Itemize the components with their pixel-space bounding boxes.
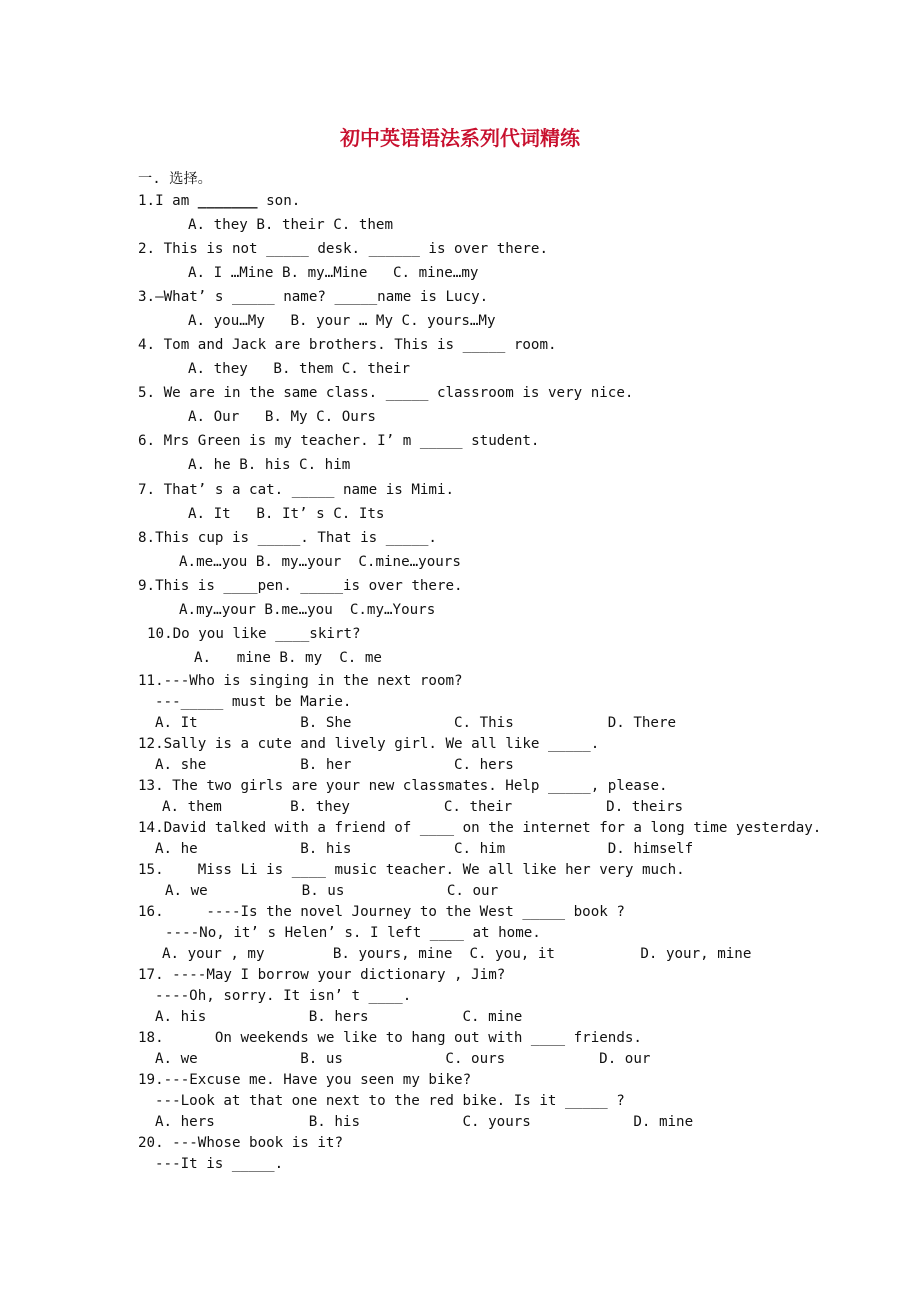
- question-1-options: A. they B. their C. them: [188, 217, 393, 233]
- question-9-options: A.my…your B.me…you C.my…Yours: [179, 602, 436, 618]
- question-13: 13. The two girls are your new classmates. Help _____, please.: [138, 778, 668, 794]
- section-heading: 一. 选择。: [138, 171, 212, 187]
- question-2: 2. This is not _____ desk. ______ is over there.: [138, 241, 548, 257]
- question-14-options: A. he B. his C. him D. himself: [155, 841, 694, 857]
- question-3: 3.—What’ s _____ name? _____name is Lucy.: [138, 289, 489, 305]
- question-9: 9.This is ____pen. _____is over there.: [138, 578, 463, 594]
- question-20-reply: ---It is _____.: [155, 1156, 284, 1172]
- question-10-options: A. mine B. my C. me: [194, 650, 382, 666]
- question-11-reply: ---_____ must be Marie.: [155, 694, 352, 710]
- question-18-options: A. we B. us C. ours D. our: [155, 1051, 651, 1067]
- question-7-options: A. It B. It’ s C. Its: [188, 506, 385, 522]
- question-8-options: A.me…you B. my…your C.mine…yours: [179, 554, 461, 570]
- page-title: 初中英语语法系列代词精练: [340, 126, 580, 150]
- question-1: [138, 192, 300, 210]
- question-11: 11.---Who is singing in the next room?: [138, 673, 463, 689]
- question-12-options: A. she B. her C. hers: [155, 757, 514, 773]
- question-15: 15. Miss Li is ____ music teacher. We all like her very much.: [138, 862, 685, 878]
- question-5-options: A. Our B. My C. Ours: [188, 409, 376, 425]
- question-5: 5. We are in the same class. _____ classroom is very nice.: [138, 385, 634, 401]
- question-1-stem: 1.I am: [138, 193, 198, 209]
- question-6-options: A. he B. his C. him: [188, 457, 351, 473]
- question-19-reply: ---Look at that one next to the red bike. Is it _____ ?: [155, 1093, 625, 1109]
- question-13-options: A. them B. they C. their D. theirs: [162, 799, 684, 815]
- question-12: 12.Sally is a cute and lively girl. We all like _____.: [138, 736, 600, 752]
- question-16: 16. ----Is the novel Journey to the West _____ book ?: [138, 904, 625, 920]
- question-16-options: A. your , my B. yours, mine C. you, it D. your, mine: [162, 946, 752, 962]
- question-3-options: A. you…My B. your … My C. yours…My: [188, 313, 496, 329]
- question-17-reply: ----Oh, sorry. It isn’ t ____.: [155, 988, 412, 1004]
- question-17-options: A. his B. hers C. mine: [155, 1009, 523, 1025]
- question-19-options: A. hers B. his C. yours D. mine: [155, 1114, 694, 1130]
- question-20: 20. ---Whose book is it?: [138, 1135, 343, 1151]
- question-4-options: A. they B. them C. their: [188, 361, 411, 377]
- question-16-reply: ----No, it’ s Helen’ s. I left ____ at home.: [165, 925, 541, 941]
- question-1-end: son.: [257, 193, 301, 209]
- question-2-options: A. I …Mine B. my…Mine C. mine…my: [188, 265, 479, 281]
- question-17: 17. ----May I borrow your dictionary , Jim?: [138, 967, 506, 983]
- question-19: 19.---Excuse me. Have you seen my bike?: [138, 1072, 472, 1088]
- question-7: 7. That’ s a cat. _____ name is Mimi.: [138, 482, 455, 498]
- question-18: 18. On weekends we like to hang out with ____ friends.: [138, 1030, 642, 1046]
- question-1-blank: _______: [197, 193, 258, 209]
- question-8: 8.This cup is _____. That is _____.: [138, 530, 437, 546]
- question-4: 4. Tom and Jack are brothers. This is _____ room.: [138, 337, 557, 353]
- question-11-options: A. It B. She C. This D. There: [155, 715, 677, 731]
- question-14: 14.David talked with a friend of ____ on the internet for a long time yesterday.: [138, 820, 822, 836]
- question-10: 10.Do you like ____skirt?: [147, 626, 361, 642]
- question-6: 6. Mrs Green is my teacher. I’ m _____ student.: [138, 433, 540, 449]
- question-15-options: A. we B. us C. our: [165, 883, 499, 899]
